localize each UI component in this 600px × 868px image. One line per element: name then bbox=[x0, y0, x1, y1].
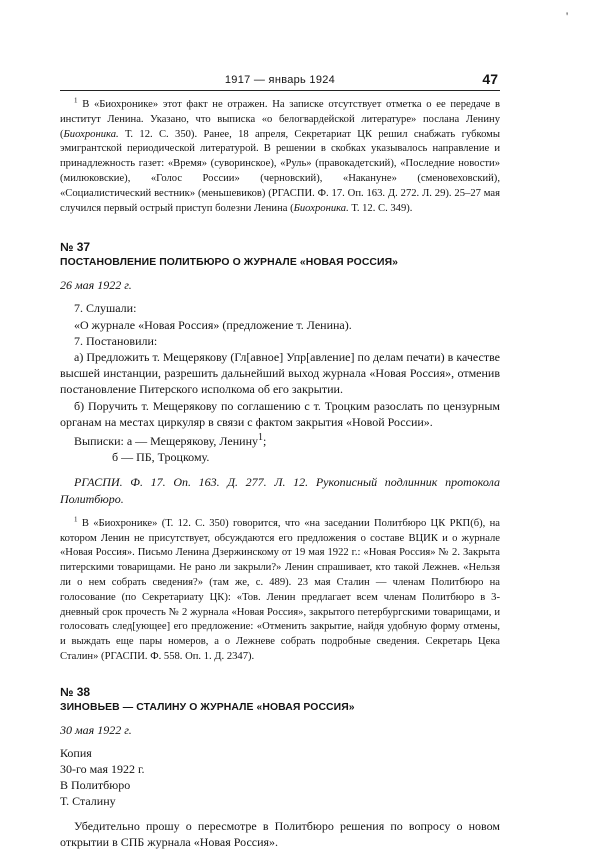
page-number: 47 bbox=[482, 71, 498, 87]
document-date: 26 мая 1922 г. bbox=[60, 278, 132, 293]
corner-mark: ' bbox=[566, 9, 569, 23]
footnote-document-37 bbox=[60, 517, 500, 665]
document-title: ЗИНОВЬЕВ — СТАЛИНУ О ЖУРНАЛЕ «НОВАЯ РОССИЯ» bbox=[60, 701, 355, 713]
document-title: ПОСТАНОВЛЕНИЕ ПОЛИТБЮРО О ЖУРНАЛЕ «НОВАЯ РОССИЯ» bbox=[60, 257, 399, 269]
addressee-politburo: В Политбюро bbox=[60, 778, 131, 793]
document-38 bbox=[60, 685, 500, 850]
footnote-marker: 1 bbox=[74, 515, 78, 524]
resolution-point-b: б) Поручить т. Мещерякову по соглашению с т. Троцким разослать по цензурным органам на местах циркуляр в связи с фактом закрытия «Новой России». bbox=[60, 398, 500, 429]
running-header bbox=[60, 71, 500, 91]
extracts-punctuation: ; bbox=[263, 434, 267, 448]
letter-body: Убедительно прошу о пересмотре в Политбюро решения по вопросу о новом открытии в СПБ журнала «Новая Россия». bbox=[60, 818, 500, 849]
footnote-marker: 1 bbox=[258, 432, 263, 443]
document-date: 30 мая 1922 г. bbox=[60, 722, 132, 737]
footnote-reference: Биохроника. bbox=[293, 202, 349, 214]
copy-label: Копия bbox=[60, 745, 92, 760]
document-37 bbox=[60, 240, 500, 506]
document-number: № 37 bbox=[60, 240, 91, 255]
footnote-text: Т. 12. С. 350). Ранее, 18 апреля, Секретариат ЦК решил снабжать губкомы эмигрантской периодической литературой. В решении в скобках указывалось направление и принадлежность газет: «Время» (суворинское), «Руль» (правокадетский), «Последние новости» (милюковские), «Голос России» (черновский), «Накануне» (сменовеховский), «Социалистический вестник» (меньшевиков) (РГАСПИ. Ф. 17. Оп. 163. Д. 272. Л. 29). 25–27 мая случился первый острый приступ болезни Ленина ( bbox=[60, 128, 500, 214]
addressee-stalin: Т. Сталину bbox=[60, 794, 116, 809]
agenda-heard: 7. Слушали: bbox=[74, 301, 137, 316]
agenda-subject: «О журнале «Новая Россия» (предложение т. Ленина). bbox=[74, 317, 352, 332]
footnote-text: В «Биохронике» этот факт не отражен. На записке отсутствует отметка о ее передаче в институт Ленина. Указано, что выписка «о белогвардейской литературе» послана Ленину ( bbox=[60, 99, 500, 140]
resolution-point-a: а) Предложить т. Мещерякову (Гл[авное] Упр[авление] по делам печати) в качестве высшей инстанции, разрешить дальнейший выход журнала «Новая Россия», отменив постановление Питерского исполкома об его закрытии. bbox=[60, 349, 500, 397]
agenda-resolved: 7. Постановили: bbox=[74, 333, 158, 348]
extracts-text: Выписки: а — Мещерякову, Ленину bbox=[74, 434, 258, 448]
extracts-line bbox=[60, 430, 500, 449]
footnote-reference: Биохроника. bbox=[63, 128, 119, 140]
extracts-line-b: б — ПБ, Троцкому. bbox=[112, 450, 210, 465]
footnote-previous-document bbox=[60, 98, 500, 216]
footnote-text: Т. 12. С. 349). bbox=[348, 202, 413, 214]
running-title: 1917 — январь 1924 bbox=[224, 74, 336, 86]
footnote-text: В «Биохронике» (Т. 12. С. 350) говорится, что «на заседании Политбюро ЦК РКП(б), на котором Ленин не присутствует, обсуждаются его предложения о составе ВЦИК и о журнале «Новая Россия». Письмо Ленина Дзержинскому от 19 мая 1922 г.: «Новая Россия» № 2. Закрыта питерскими товарищами. Не рано ли закрыли?» Ленин спрашивает, кто такой Лежнев. «Нельзя ли о нем собрать сведения?» (там же, с. 489). 23 мая Сталин — членам Политбюро на голосование (по Секретариату ЦК): «Тов. Ленин предлагает всем членам Политбюро в 3-дневный срок прочесть № 2 журнала «Новая Россия», закрытого петербургскими товарищами, и голосовать след[ующее] его предложение: «Отменить закрытие, найдя удобную форму отмены, и выждать еще пары номеров, а о Лежневе собрать подробные сведения. Секретарь Цека Сталин» (РГАСПИ. Ф. 558. Оп. 1. Д. 2347). bbox=[60, 517, 500, 662]
copy-date: 30-го мая 1922 г. bbox=[60, 761, 145, 776]
document-number: № 38 bbox=[60, 684, 91, 699]
footnote-marker: 1 bbox=[74, 96, 78, 105]
archival-source: РГАСПИ. Ф. 17. Оп. 163. Д. 277. Л. 12. Рукописный подлинник протокола Политбюро. bbox=[60, 475, 500, 506]
page-content bbox=[60, 98, 500, 850]
